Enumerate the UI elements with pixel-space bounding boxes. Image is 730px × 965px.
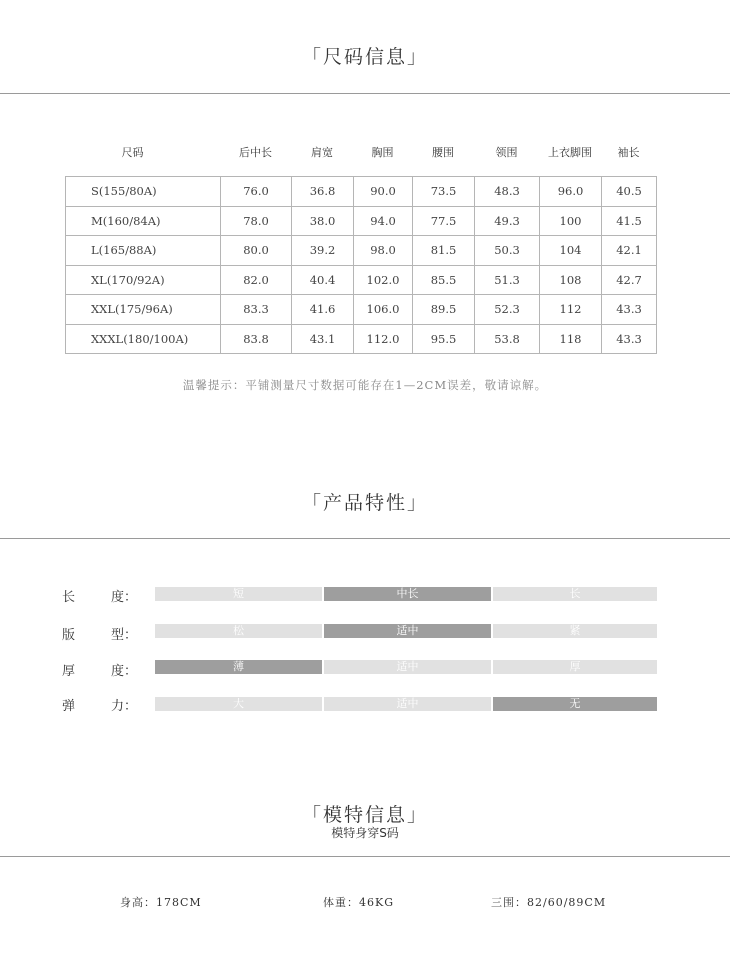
feature-bar-fit bbox=[155, 624, 657, 638]
feature-option: 中长 bbox=[324, 587, 491, 601]
table-cell: 40.5 bbox=[602, 177, 657, 207]
feature-label-char: 长 bbox=[62, 590, 76, 605]
measurement-tip: 温馨提示：平铺测量尺寸数据可能存在1—2CM误差，敬请谅解。 bbox=[182, 378, 548, 392]
table-cell: 98.0 bbox=[354, 236, 413, 266]
table-cell: XL(170/92A) bbox=[66, 265, 221, 295]
table-cell: S(155/80A) bbox=[66, 177, 221, 207]
table-cell: 41.5 bbox=[602, 206, 657, 236]
table-cell: 112.0 bbox=[354, 324, 413, 354]
table-cell: 95.5 bbox=[413, 324, 475, 354]
feature-label-length bbox=[62, 586, 137, 605]
feature-option: 紧 bbox=[493, 624, 657, 638]
table-cell: 81.5 bbox=[413, 236, 475, 266]
feature-option: 大 bbox=[155, 697, 322, 711]
table-cell: 42.1 bbox=[602, 236, 657, 266]
feature-label-char: 型： bbox=[110, 628, 137, 643]
model-weight: 体重：46KG bbox=[323, 896, 395, 909]
table-cell: 53.8 bbox=[475, 324, 540, 354]
feature-option: 松 bbox=[155, 624, 322, 638]
feature-section-title: 「产品特性」 bbox=[301, 492, 428, 514]
table-cell: 83.3 bbox=[221, 295, 292, 325]
table-cell: 39.2 bbox=[292, 236, 354, 266]
table-cell: 106.0 bbox=[354, 295, 413, 325]
table-row bbox=[66, 236, 657, 266]
table-cell: 50.3 bbox=[475, 236, 540, 266]
header-waist: 腰围 bbox=[432, 146, 454, 159]
table-cell: 100 bbox=[540, 206, 602, 236]
table-cell: 43.3 bbox=[602, 324, 657, 354]
size-section-title: 「尺码信息」 bbox=[301, 46, 428, 68]
feature-option: 无 bbox=[493, 697, 657, 711]
table-cell: 41.6 bbox=[292, 295, 354, 325]
table-cell: 96.0 bbox=[540, 177, 602, 207]
table-cell: XXL(175/96A) bbox=[66, 295, 221, 325]
feature-label-elasticity bbox=[62, 695, 137, 714]
feature-option: 厚 bbox=[493, 660, 657, 674]
feature-option: 薄 bbox=[155, 660, 322, 674]
table-row bbox=[66, 206, 657, 236]
table-cell: 104 bbox=[540, 236, 602, 266]
table-cell: 80.0 bbox=[221, 236, 292, 266]
header-chest: 胸围 bbox=[371, 146, 394, 159]
table-row bbox=[66, 324, 657, 354]
header-back-length: 后中长 bbox=[239, 146, 272, 159]
table-cell: L(165/88A) bbox=[66, 236, 221, 266]
table-cell: 118 bbox=[540, 324, 602, 354]
table-cell: 49.3 bbox=[475, 206, 540, 236]
table-cell: 89.5 bbox=[413, 295, 475, 325]
table-cell: 112 bbox=[540, 295, 602, 325]
feature-option: 适中 bbox=[324, 624, 491, 638]
table-cell: 76.0 bbox=[221, 177, 292, 207]
feature-label-fit bbox=[62, 624, 137, 643]
model-size-note: 模特身穿S码 bbox=[331, 826, 399, 840]
header-size: 尺码 bbox=[121, 146, 144, 159]
header-hem: 上衣脚围 bbox=[548, 146, 592, 159]
table-cell: M(160/84A) bbox=[66, 206, 221, 236]
table-cell: 83.8 bbox=[221, 324, 292, 354]
table-cell: 40.4 bbox=[292, 265, 354, 295]
table-cell: 51.3 bbox=[475, 265, 540, 295]
table-cell: 78.0 bbox=[221, 206, 292, 236]
section-divider bbox=[0, 93, 730, 94]
table-row bbox=[66, 295, 657, 325]
feature-label-char: 弹 bbox=[62, 699, 76, 714]
model-height: 身高：178CM bbox=[120, 896, 202, 909]
table-cell: 43.1 bbox=[292, 324, 354, 354]
header-neck: 领围 bbox=[495, 146, 518, 159]
table-cell: 38.0 bbox=[292, 206, 354, 236]
table-cell: 102.0 bbox=[354, 265, 413, 295]
table-cell: 94.0 bbox=[354, 206, 413, 236]
feature-option: 适中 bbox=[324, 697, 491, 711]
table-row bbox=[66, 265, 657, 295]
table-cell: XXXL(180/100A) bbox=[66, 324, 221, 354]
section-divider bbox=[0, 538, 730, 539]
feature-label-char: 度： bbox=[110, 664, 137, 679]
model-section-title: 「模特信息」 bbox=[301, 804, 428, 826]
table-row bbox=[66, 177, 657, 207]
model-measurements: 三围：82/60/89CM bbox=[491, 896, 607, 909]
feature-option: 适中 bbox=[324, 660, 491, 674]
table-cell: 108 bbox=[540, 265, 602, 295]
table-cell: 52.3 bbox=[475, 295, 540, 325]
feature-bar-elasticity bbox=[155, 697, 657, 711]
table-cell: 77.5 bbox=[413, 206, 475, 236]
feature-option: 长 bbox=[493, 587, 657, 601]
feature-bar-thickness bbox=[155, 660, 657, 674]
size-table bbox=[65, 176, 657, 354]
feature-option: 短 bbox=[155, 587, 322, 601]
table-cell: 43.3 bbox=[602, 295, 657, 325]
feature-label-char: 力： bbox=[110, 699, 137, 714]
feature-label-char: 度： bbox=[110, 590, 137, 605]
table-cell: 90.0 bbox=[354, 177, 413, 207]
table-cell: 36.8 bbox=[292, 177, 354, 207]
table-cell: 48.3 bbox=[475, 177, 540, 207]
table-cell: 85.5 bbox=[413, 265, 475, 295]
feature-label-char: 厚 bbox=[62, 664, 76, 679]
section-divider bbox=[0, 856, 730, 857]
table-cell: 82.0 bbox=[221, 265, 292, 295]
table-cell: 73.5 bbox=[413, 177, 475, 207]
header-sleeve: 袖长 bbox=[617, 146, 640, 159]
header-shoulder: 肩宽 bbox=[311, 146, 333, 159]
feature-label-thickness bbox=[62, 660, 137, 679]
feature-bar-length bbox=[155, 587, 657, 601]
feature-label-char: 版 bbox=[62, 628, 76, 643]
table-cell: 42.7 bbox=[602, 265, 657, 295]
